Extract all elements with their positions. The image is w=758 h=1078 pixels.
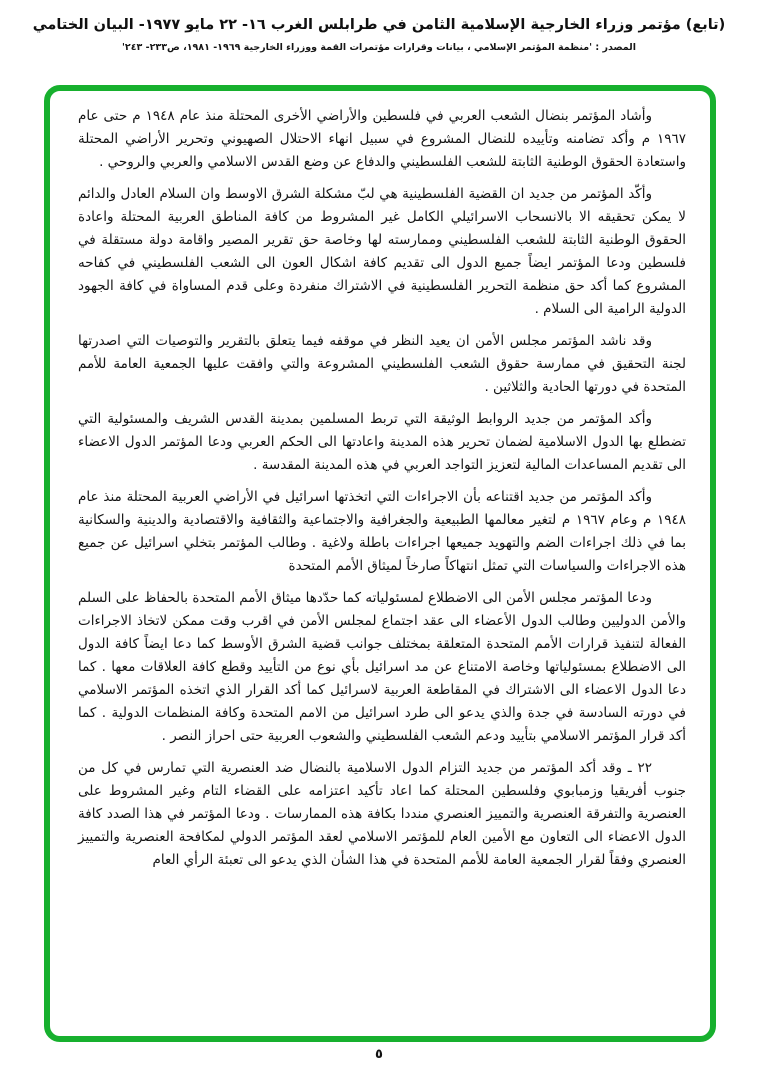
source-citation: المصدر : 'منظمة المؤتمر الإسلامي ، بيانات وقرارات مؤتمرات القمة ووزراء الخارجية ١٩٦٩- ١٩٨١، ص٢٣٣- ٢٤٣' (122, 42, 636, 53)
body-paragraph-1: وأشاد المؤتمر بنضال الشعب العربي في فلسطين والأراضي الأخرى المحتلة منذ عام ١٩٤٨ م حتى عام ١٩٦٧ م وأكد تضامنه وتأييده للنضال المشروع في سبيل انهاء الاحتلال الصهيوني وتحرير الأراضي المحتلة واستعادة الحقوق الوطنية الثابتة للشعب الفلسطيني والدفاع عن وضع القدس الاسلامي والعربي والروحي . (78, 108, 686, 170)
document-header (0, 0, 758, 53)
page-number: ٥ (375, 1047, 383, 1062)
body-paragraph-3: وقد ناشد المؤتمر مجلس الأمن ان يعيد النظر في موقفه فيما يتعلق بالتقرير والتوصيات التي اصدرتها لجنة التحقيق في ممارسة حقوق الشعب الفلسطيني المشروعة والتي وافقت عليها الجمعية العامة للأمم المتحدة في دورتها الحادية والثلاثين . (78, 333, 686, 395)
body-paragraph-6: ودعا المؤتمر مجلس الأمن الى الاضطلاع لمسئولياته كما حدّدها ميثاق الأمم المتحدة بالحفاظ على السلم والأمن الدوليين وطالب الدول الأعضاء الى عقد اجتماع لمجلس الأمن في اقرب وقت ممكن لاتخاذ الاجراءات الفعالة لتنفيذ قرارات الأمم المتحدة المتعلقة بمختلف جوانب قضية الشرق الأوسط كما دعا ايضاً كافة الدول الى الاضطلاع بمسئولياتها وخاصة الامتناع عن مد اسرائيل بأي نوع من التأييد وقطع كافة العلاقات معها . كما دعا الدول الاعضاء الى الاشتراك في المقاطعة العربية لاسرائيل كما أكد القرار الذي اتخذه المؤتمر الاسلامي في دورته السادسة في جدة والذي يدعو الى طرد اسرائيل من الامم المتحدة وكافة المنظمات الدولية . كما أكد قرار المؤتمر الاسلامي بتأييد ودعم الشعب الفلسطيني والشعوب العربية حتى احراز النصر . (78, 590, 686, 744)
body-paragraph-5: وأكد المؤتمر من جديد اقتناعه بأن الاجراءات التي اتخذتها اسرائيل في الأراضي العربية المحتلة منذ عام ١٩٤٨ م وعام ١٩٦٧ م لتغير معالمها الطبيعية والجغرافية والاجتماعية والثقافية والاقتصادية والدينية والسكانية بما في ذلك اجراءات الضم والتهويد جميعها اجراءات باطلة ولاغية . وطالب المؤتمر بتخلي اسرائيل عن جميع هذه الاجراءات والسياسات التي تمثل انتهاكاً صارخاً لميثاق الأمم المتحدة (78, 489, 686, 574)
green-border-content-box (44, 85, 716, 1042)
page-title: (تابع) مؤتمر وزراء الخارجية الإسلامية الثامن في طرابلس الغرب ١٦- ٢٢ مايو ١٩٧٧- البيان الختامي (32, 17, 726, 33)
body-paragraph-4: وأكد المؤتمر من جديد الروابط الوثيقة التي تربط المسلمين بمدينة القدس الشريف والمسئولية التي تضطلع بها الدول الاسلامية لضمان تحرير هذه المدينة واعادتها الى الحكم العربي ودعا المؤتمر الدول الاعضاء الى تقديم المساعدات المالية لتعزيز التواجد العربي في هذه المدينة المقدسة . (78, 411, 686, 473)
body-paragraph-7: ٢٢ ـ وقد أكد المؤتمر من جديد التزام الدول الاسلامية بالنضال ضد العنصرية التي تمارس في كل من جنوب أفريقيا وزمبابوي وفلسطين المحتلة كما اعاد تأكيد اعتزامه على القضاء التام وغير المشروط على العنصرية والتفرقة العنصرية والتمييز العنصري منددا بكافة هذه الممارسات . ودعا المؤتمر في هذا الصدد كافة الدول الاعضاء الى التعاون مع الأمين العام للمؤتمر الاسلامي لعقد المؤتمر الدولي لمكافحة العنصرية والتمييز العنصري وفقاً لقرار الجمعية العامة للأمم المتحدة في هذا الشأن الذي يدعو الى تعبئة الرأي العام (78, 760, 686, 868)
body-paragraph-2: وأكّد المؤتمر من جديد ان القضية الفلسطينية هي لبّ مشكلة الشرق الاوسط وان السلام العادل والدائم لا يمكن تحقيقه الا بالانسحاب الاسرائيلي الكامل غير المشروط من كافة المناطق العربية المحتلة واعادة الحقوق الوطنية الثابتة للشعب الفلسطيني وممارسته لها وخاصة حق تقرير المصير واقامة دولة مستقلة في فلسطين ودعا المؤتمر ايضاً جميع الدول الى تقديم كافة اشكال العون الى الشعب الفلسطيني في كفاحه المشروع كما أكد حق منظمة التحرير الفلسطينية في الاشتراك منفردة وعلى قدم المساواة في كافة الجهود الدولية الرامية الى السلام . (78, 186, 686, 317)
